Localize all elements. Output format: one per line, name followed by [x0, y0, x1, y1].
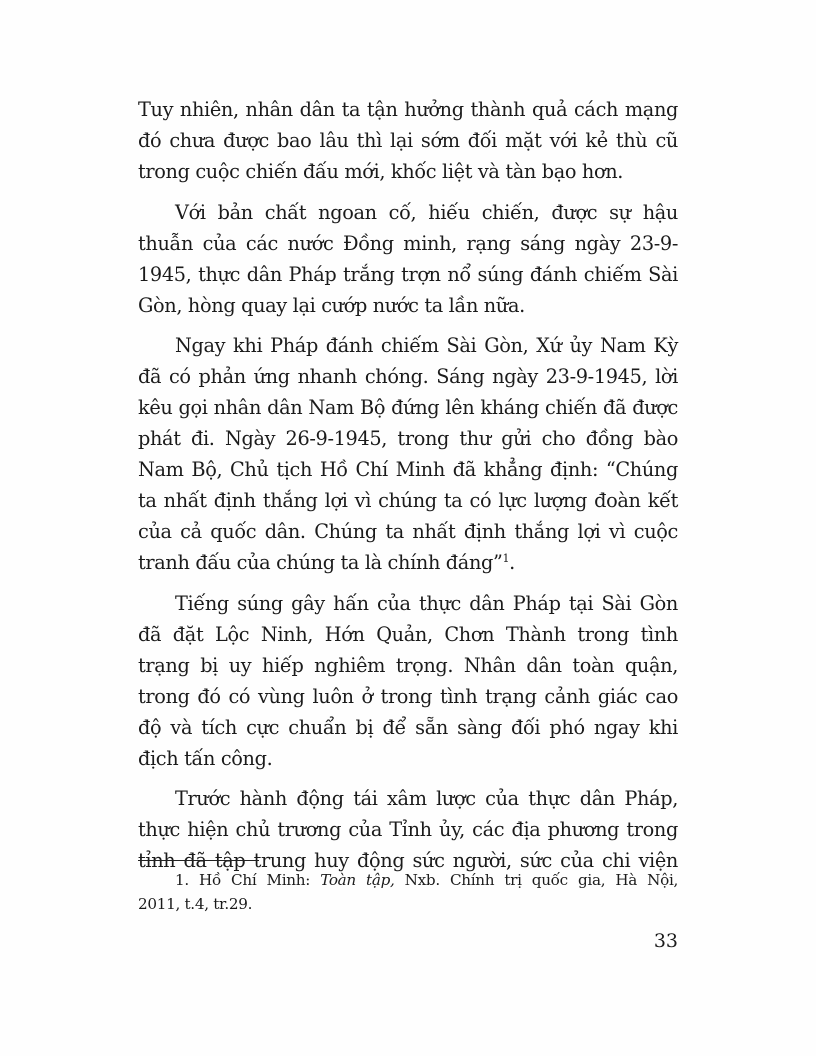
text-line: phát đi. Ngày 26-9-1945, trong thư gửi cho đồng bào: [138, 427, 678, 450]
footnote-line: [138, 868, 678, 892]
text-line: Nam Bộ, Chủ tịch Hồ Chí Minh đã khẳng định: “Chúng: [138, 458, 678, 481]
quote-end-text: tranh đấu của chúng ta là chính đáng”: [138, 551, 503, 574]
footnote-title: Toàn tập,: [320, 871, 395, 889]
text-line: tỉnh đã tập trung huy động sức người, sức của chi viện: [138, 849, 678, 872]
text-line: độ và tích cực chuẩn bị để sẵn sàng đối phó ngay khi: [138, 715, 678, 739]
footnote-publisher: Nxb. Chính trị quốc gia, Hà Nội,: [404, 871, 679, 889]
page-number: 33: [653, 930, 678, 952]
paragraph-4: [138, 588, 678, 774]
text-line: Gòn, hòng quay lại cướp nước ta lần nữa.: [138, 293, 525, 317]
footnote-reference[interactable]: 1: [502, 552, 510, 565]
text-line: Ngay khi Pháp đánh chiếm Sài Gòn, Xứ ủy Nam Kỳ: [175, 334, 678, 357]
paragraph-2: [138, 197, 678, 321]
text-line: đã có phản ứng nhanh chóng. Sáng ngày 23-9-1945, lời: [138, 365, 678, 388]
sentence-end: .: [509, 551, 515, 574]
paragraph-3: [138, 330, 678, 578]
text-line: trạng bị uy hiếp nghiêm trọng. Nhân dân toàn quận,: [138, 653, 678, 677]
text-line: đó chưa được bao lâu thì lại sớm đối mặt với kẻ thù cũ: [138, 129, 678, 152]
text-line-with-footnote: [138, 547, 678, 578]
paragraph-5: [138, 783, 678, 876]
text-line: của cả quốc dân. Chúng ta nhất định thắng lợi vì cuộc: [138, 520, 678, 543]
footnote-line: 2011, t.4, tr.29.: [138, 895, 253, 913]
footnote-number: 1.: [175, 871, 189, 889]
text-line: Tiếng súng gây hấn của thực dân Pháp tại Sài Gòn: [175, 591, 678, 615]
text-line: địch tấn công.: [138, 746, 273, 770]
body-text: [138, 94, 678, 886]
text-line: Tuy nhiên, nhân dân ta tận hưởng thành quả cách mạng: [138, 98, 678, 121]
text-line: ta nhất định thắng lợi vì chúng ta có lực lượng đoàn kết: [138, 489, 678, 512]
paragraph-1: [138, 94, 678, 187]
text-line: Với bản chất ngoan cố, hiếu chiến, được sự hậu: [175, 200, 678, 224]
text-line: thực hiện chủ trương của Tỉnh ủy, các địa phương trong: [138, 818, 678, 841]
text-line: Trước hành động tái xâm lược của thực dân Pháp,: [175, 787, 678, 810]
text-line: trong cuộc chiến đấu mới, khốc liệt và tàn bạo hơn.: [138, 160, 624, 183]
footnote-author: Hồ Chí Minh:: [199, 871, 311, 889]
text-line: đã đặt Lộc Ninh, Hớn Quản, Chơn Thành trong tình: [138, 622, 678, 646]
footnote: [138, 868, 678, 916]
text-line: thuẫn của các nước Đồng minh, rạng sáng ngày 23-9-: [138, 231, 678, 255]
footnote-separator: [138, 860, 259, 861]
text-line: trong đó có vùng luôn ở trong tình trạng cảnh giác cao: [138, 684, 678, 708]
text-line: kêu gọi nhân dân Nam Bộ đứng lên kháng chiến đã được: [138, 396, 678, 419]
text-line: 1945, thực dân Pháp trắng trợn nổ súng đánh chiếm Sài: [138, 262, 678, 286]
